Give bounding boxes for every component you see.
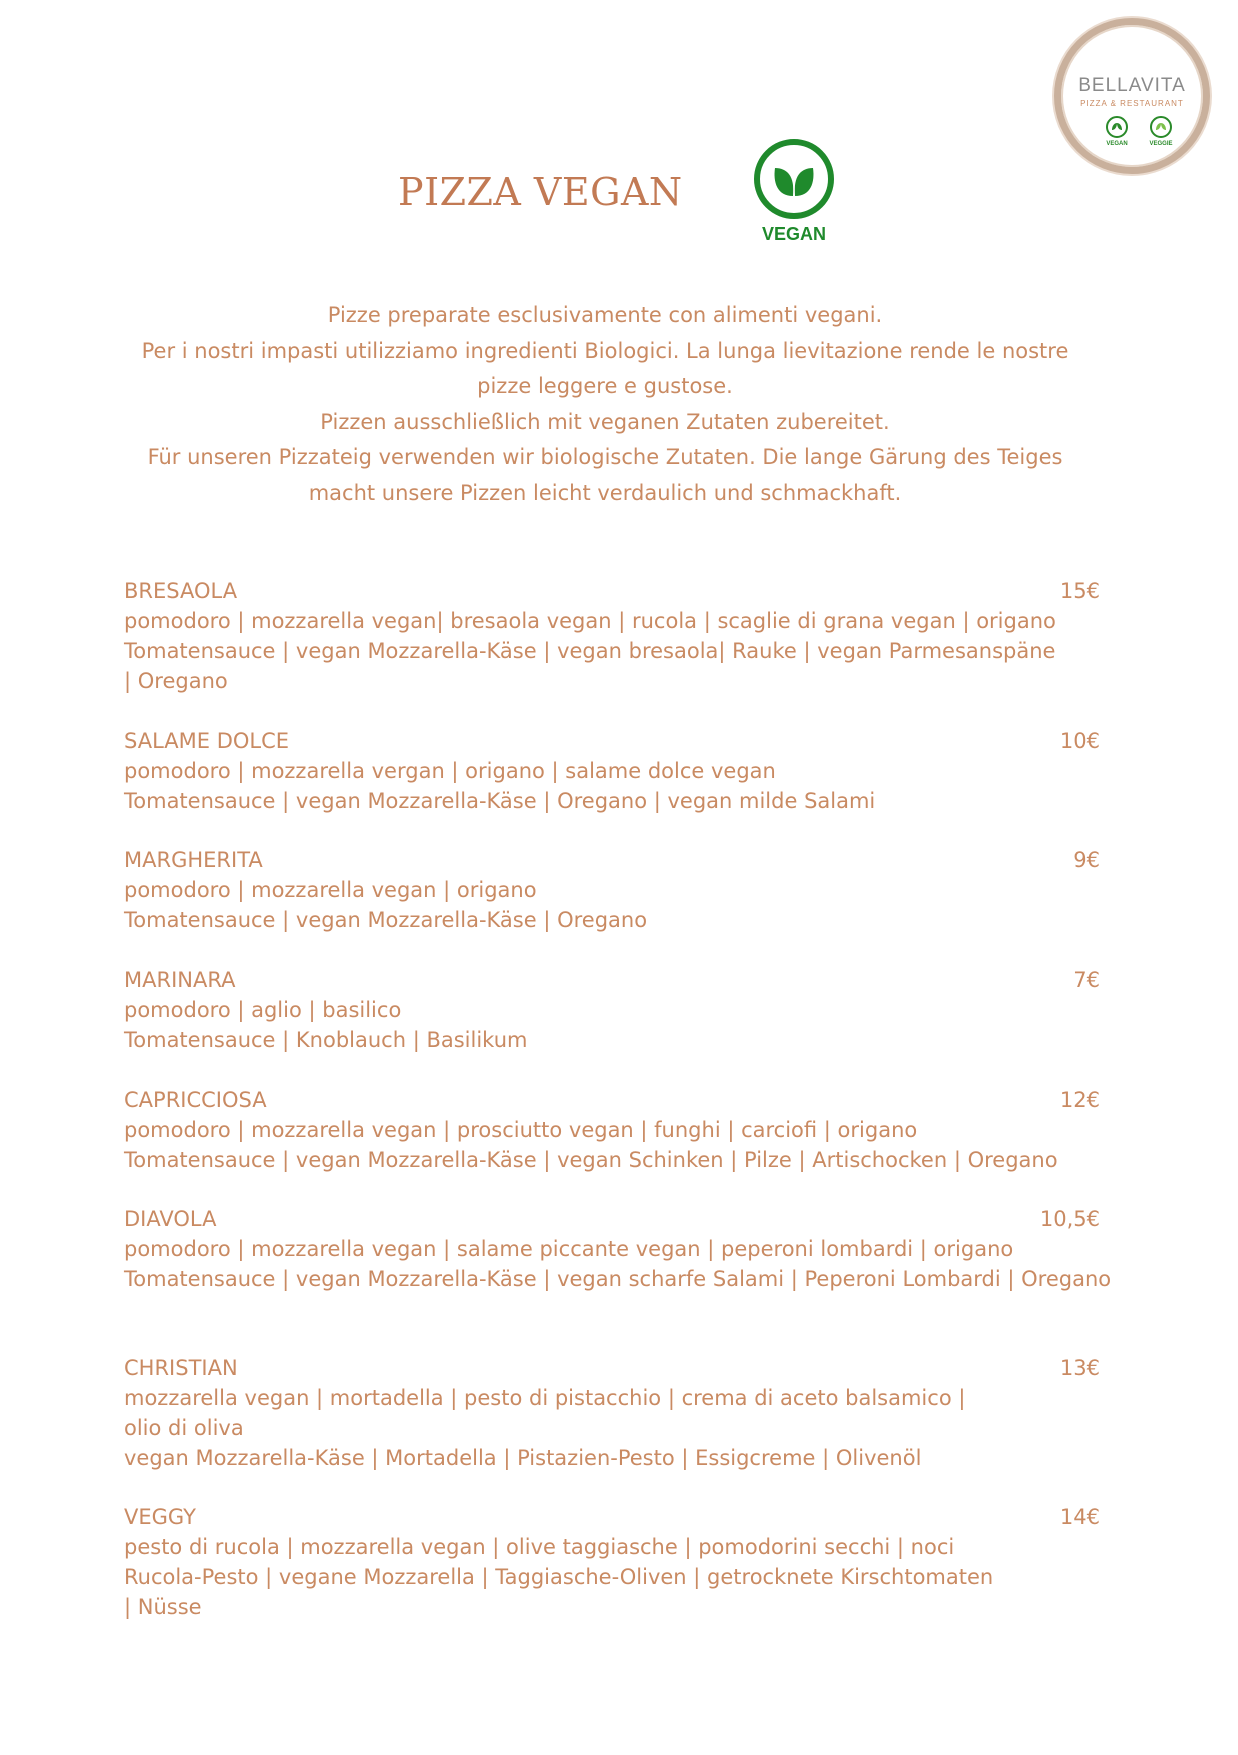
- item-name: CAPRICCIOSA: [124, 1088, 267, 1112]
- item-name: BRESAOLA: [124, 579, 238, 603]
- item-description: pomodoro | mozzarella vegan| bresaola vegan | rucola | scaglie di grana vegan | origano: [124, 609, 1056, 633]
- logo-vegan-label: VEGAN: [1106, 141, 1128, 147]
- logo-veggie-label: VEGGIE: [1149, 141, 1173, 147]
- item-description: | Oregano: [124, 669, 228, 693]
- page-title: PIZZA VEGAN: [398, 170, 683, 214]
- intro-text: [100, 298, 1110, 512]
- item-description: mozzarella vegan | mortadella | pesto di pistacchio | crema di aceto balsamico |: [124, 1386, 966, 1410]
- intro-line: Pizze preparate esclusivamente con alimenti vegani.: [327, 303, 883, 327]
- logo-veggie-badge: [1143, 115, 1179, 147]
- item-description: Tomatensauce | vegan Mozzarella-Käse | vegan scharfe Salami | Peperoni Lombardi | Oregano: [124, 1267, 1112, 1291]
- item-description: | Nüsse: [124, 1595, 202, 1619]
- item-description: Rucola-Pesto | vegane Mozzarella | Taggiasche-Oliven | getrocknete Kirschtomaten: [124, 1565, 994, 1589]
- item-description: pomodoro | mozzarella vegan | origano: [124, 878, 537, 902]
- leaf-icon: [1149, 115, 1173, 139]
- item-price: 13€: [1059, 1356, 1100, 1380]
- item-description: pesto di rucola | mozzarella vegan | olive taggiasche | pomodorini secchi | noci: [124, 1535, 955, 1559]
- intro-line: macht unsere Pizzen leicht verdaulich und schmackhaft.: [308, 480, 902, 505]
- item-price: 7€: [1073, 968, 1100, 992]
- leaf-icon: [753, 138, 835, 220]
- intro-line: Per i nostri impasti utilizziamo ingredienti Biologici. La lunga lievitazione rende le nostre: [141, 338, 1069, 363]
- item-name: CHRISTIAN: [124, 1356, 238, 1380]
- item-description: Tomatensauce | Knoblauch | Basilikum: [124, 1028, 528, 1052]
- item-description: Tomatensauce | vegan Mozzarella-Käse | vegan bresaola| Rauke | vegan Parmesanspäne: [124, 639, 1056, 663]
- item-description: pomodoro | mozzarella vegan | salame piccante vegan | peperoni lombardi | origano: [124, 1237, 1014, 1261]
- item-description: pomodoro | aglio | basilico: [124, 998, 402, 1022]
- intro-line: Für unseren Pizzateig verwenden wir biologische Zutaten. Die lange Gärung des Teiges: [147, 445, 1063, 470]
- item-price: 12€: [1059, 1088, 1100, 1112]
- leaf-icon: [1105, 115, 1129, 139]
- item-description: Tomatensauce | vegan Mozzarella-Käse | vegan Schinken | Pilze | Artischocken | Oregano: [124, 1148, 1058, 1172]
- item-name: SALAME DOLCE: [124, 729, 290, 753]
- item-description: vegan Mozzarella-Käse | Mortadella | Pistazien-Pesto | Essigcreme | Olivenöl: [124, 1446, 922, 1470]
- item-price: 15€: [1059, 579, 1100, 603]
- item-price: 10,5€: [1039, 1207, 1100, 1231]
- item-price: 14€: [1059, 1505, 1100, 1529]
- item-description: olio di oliva: [124, 1416, 244, 1440]
- item-price: 9€: [1073, 848, 1100, 872]
- item-name: VEGGY: [124, 1505, 196, 1529]
- item-name: MARINARA: [124, 968, 236, 992]
- item-description: Tomatensauce | vegan Mozzarella-Käse | Oregano | vegan milde Salami: [124, 789, 876, 813]
- item-price: 10€: [1059, 729, 1100, 753]
- item-description: pomodoro | mozzarella vergan | origano | salame dolce vegan: [124, 759, 776, 783]
- intro-line: Pizzen ausschließlich mit veganen Zutaten zubereitet.: [320, 409, 890, 434]
- intro-line: pizze leggere e gustose.: [477, 374, 733, 399]
- logo-vegan-badge: [1099, 115, 1135, 147]
- item-name: MARGHERITA: [124, 848, 263, 872]
- item-description: Tomatensauce | vegan Mozzarella-Käse | Oregano: [124, 908, 648, 932]
- logo-name: BELLAVITA: [1078, 75, 1186, 96]
- vegan-badge: [751, 138, 837, 245]
- restaurant-logo: [1054, 18, 1210, 174]
- logo-tagline: PIZZA & RESTAURANT: [1080, 99, 1184, 108]
- item-description: pomodoro | mozzarella vegan | prosciutto vegan | funghi | carciofi | origano: [124, 1118, 918, 1142]
- item-name: DIAVOLA: [124, 1207, 217, 1231]
- logo-badges: [1099, 115, 1179, 147]
- vegan-badge-label: VEGAN: [761, 224, 826, 244]
